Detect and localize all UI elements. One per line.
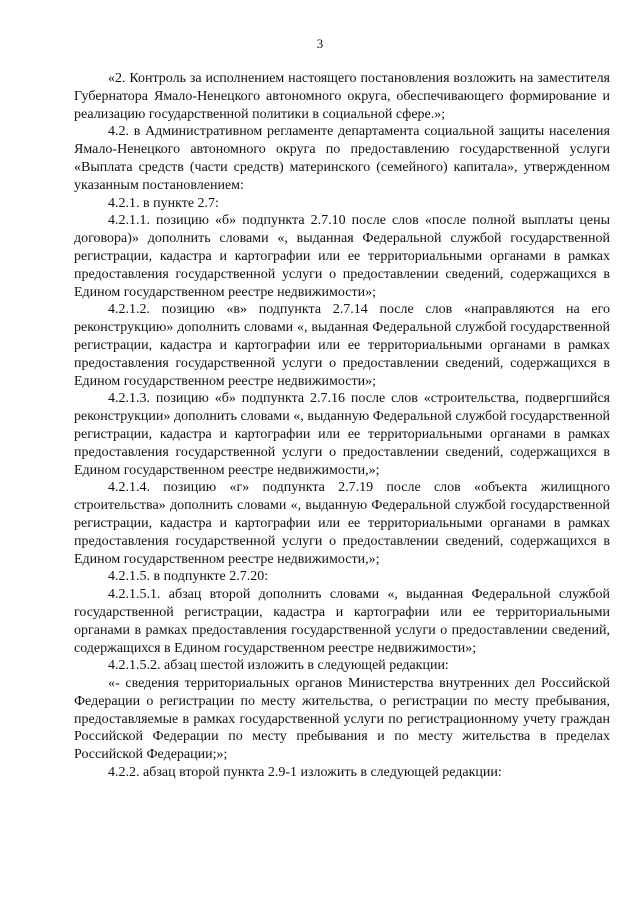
paragraph-4-2-1: 4.2.1. в пункте 2.7: [108,195,219,211]
paragraph-4-2-1-5-1: 4.2.1.5.1. абзац второй дополнить словами «, выданная Федеральной службой государственной регистрации, кадастра и картографии или ее территориальными органами в рамках предоставления государственной услуги о предоставлении сведений, содержащихся в Едином государственном реестре недвижимости»; [74,587,610,656]
paragraph-4-2-1-4: 4.2.1.4. позицию «г» подпункта 2.7.19 после слов «объекта жилищного строительства» дополнить словами «, выданную Федеральной службой государственной регистрации, кадастра и картографии или ее территориальными органами в рамках предоставления государственной услуги о предоставлении сведений, содержащихся в Едином государственном реестре недвижимости,»; [74,480,610,567]
paragraph-quoted-text: «- сведения территориальных органов Министерства внутренних дел Российской Федерации о регистрации по месту жительства, о регистрации по месту пребывания, предоставляемые в рамках государственной услуги по регистрационному учету граждан Российской Федерации по месту пребывания и по месту жительства в пределах Российской Федерации;»; [74,676,610,763]
paragraph-control-clause: «2. Контроль за исполнением настоящего постановления возложить на заместителя Губернатора Ямало-Ненецкого автономного округа, обеспечивающего формирование и реализацию государственной политики в социальной сфере.»; [74,71,610,122]
paragraph-4-2-1-1: 4.2.1.1. позицию «б» подпункта 2.7.10 после слов «после полной выплаты цены договора)» дополнить словами «, выданная Федеральной службой государственной регистрации, кадастра и картографии или ее территориальными органами в рамках предоставления государственной услуги о предоставлении сведений, содержащихся в Едином государственном реестре недвижимости»; [74,213,610,300]
paragraph-4-2-1-2: 4.2.1.2. позицию «в» подпункта 2.7.14 после слов «направляются на его реконструкцию» дополнить словами «, выданная Федеральной службой государственной регистрации, кадастра и картографии или ее территориальными органами в рамках предоставления государственной услуги о предоставлении сведений, содержащихся в Едином государственном реестре недвижимости»; [74,302,610,389]
paragraph-4-2-1-5: 4.2.1.5. в подпункте 2.7.20: [108,569,269,585]
paragraph-4-2-2: 4.2.2. абзац второй пункта 2.9-1 изложить в следующей редакции: [108,765,502,781]
paragraph-4-2-1-5-2: 4.2.1.5.2. абзац шестой изложить в следующей редакции: [108,658,449,674]
page-number: 3 [316,36,324,51]
document-body [74,70,610,782]
paragraph-4-2-1-3: 4.2.1.3. позицию «б» подпункта 2.7.16 после слов «строительства, подвергшийся реконструкции» дополнить словами «, выданную Федеральной службой государственной регистрации, кадастра и картографии или ее территориальными органами в рамках предоставления государственной услуги о предоставлении сведений, содержащихся в Едином государственном реестре недвижимости,»; [74,391,610,478]
paragraph-4-2: 4.2. в Административном регламенте департамента социальной защиты населения Ямало-Ненецкого автономного округа по предоставлению государственной услуги «Выплата средств (части средств) материнского (семейного) капитала», утвержденном указанным постановлением: [74,124,610,193]
